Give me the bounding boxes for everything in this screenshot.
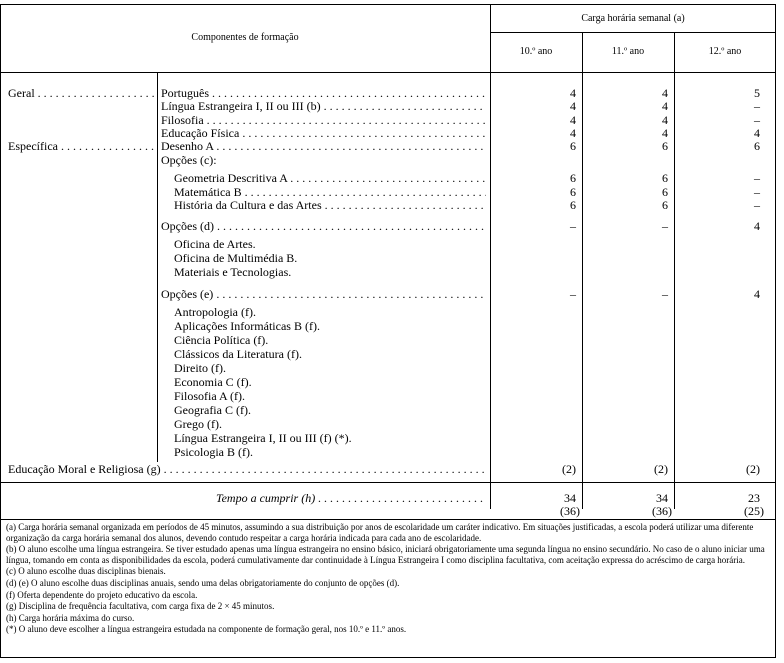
table-bottom (0, 519, 776, 520)
course-label: História da Cultura e das Artes . . . (174, 199, 486, 212)
course-label: Aplicações Informáticas B (f). (174, 320, 320, 333)
course-label: Antropologia (f). (174, 306, 256, 319)
group-divider (157, 72, 158, 462)
footnote: (a) Carga horária semanal organizada em períodos de 45 minutos, assumindo a sua distribuição por anos de escolaridade um caráter indicativo. Em situações justificadas, a escola poderá utilizar uma diferente organização da carga horária semanal dos alunos, devendo contudo respeitar a carga horária indicada para cada ano de escolaridade. (6, 522, 754, 543)
course-label: Opções (d) . . . (161, 220, 486, 233)
value-v10: 4 (570, 86, 576, 100)
year-11-header: 11.º ano (611, 46, 645, 57)
header-divider (490, 4, 491, 509)
footnotes (6, 522, 772, 636)
value-v11: 6 (662, 139, 668, 153)
tempo-11: 34 (656, 491, 668, 505)
course-label: Psicologia B (f). (174, 446, 253, 459)
tempo-11-max: (36) (652, 504, 672, 518)
footnote: (b) O aluno escolhe uma língua estrangeira. Se tiver estudado apenas uma língua estrangeira no ensino básico, iniciará obrigatoriamente uma segunda língua no ensino secundário. No caso de o aluno iniciar uma língua, tomando em conta as disponibilidades da escola, poderá cumulativamente dar continuidade à Língua Estrangeira I como disciplina facultativa, com aceitação expressa do acréscimo de carga horária. (6, 544, 765, 565)
header-bottom (0, 72, 776, 73)
value-v12: 4 (754, 126, 760, 140)
group-emr: Educação Moral e Religiosa (g) . . . (8, 463, 486, 476)
emr-value-10: (2) (562, 462, 576, 476)
value-v11: – (662, 219, 668, 233)
value-v10: – (570, 287, 576, 301)
course-label: Desenho A . . . (161, 140, 486, 153)
value-v11: 6 (662, 185, 668, 199)
course-label: Geometria Descritiva A . . . (174, 172, 486, 185)
course-label: Português . . . (161, 87, 486, 100)
col-divider-11 (582, 32, 583, 509)
value-v11: 4 (662, 126, 668, 140)
course-label: Clássicos da Literatura (f). (174, 348, 302, 361)
course-label: Economia C (f). (174, 376, 252, 389)
tempo-12-max: (25) (744, 504, 764, 518)
value-v12: – (754, 171, 760, 185)
course-label: Matemática B . . . (174, 186, 486, 199)
tempo-10-max: (36) (560, 504, 580, 518)
components-header: Componentes de formação (191, 32, 299, 43)
value-v10: 4 (570, 126, 576, 140)
course-label: Filosofia . . . (161, 114, 486, 127)
course-label: Oficina de Multimédia B. (174, 252, 298, 265)
value-v11: 4 (662, 86, 668, 100)
col-divider-12 (674, 32, 675, 509)
course-label: Língua Estrangeira I, II ou III (f) (*). (174, 432, 352, 445)
course-label: Oficina de Artes. (174, 238, 256, 251)
value-v10: 6 (570, 198, 576, 212)
value-v10: 6 (570, 139, 576, 153)
value-v12: – (754, 99, 760, 113)
value-v12: 6 (754, 139, 760, 153)
footnote: (g) Disciplina de frequência facultativa, com carga fixa de 2 × 45 minutos. (6, 601, 275, 612)
course-label: Direito (f). (174, 362, 226, 375)
year-12-header: 12.º ano (708, 46, 742, 57)
value-v12: – (754, 185, 760, 199)
emr-value-11: (2) (654, 462, 668, 476)
course-label: Língua Estrangeira I, II ou III (b) . . . (161, 100, 486, 113)
course-label: Ciência Política (f). (174, 334, 269, 347)
value-v10: 6 (570, 171, 576, 185)
emr-value-12: (2) (746, 462, 760, 476)
footnote: (*) O aluno deve escolher a língua estrangeira estudada na componente de formação geral, nos 10.º e 11.º anos. (6, 624, 407, 635)
footnote: (d) (e) O aluno escolhe duas disciplinas anuais, sendo uma delas obrigatoriamente do conjunto de opções (d). (6, 577, 400, 588)
year-10-header: 10.º ano (519, 46, 553, 57)
value-v12: 4 (754, 287, 760, 301)
value-v10: 4 (570, 99, 576, 113)
value-v12: 4 (754, 219, 760, 233)
footnote: (h) Carga horária máxima do curso. (6, 612, 135, 623)
value-v10: 4 (570, 113, 576, 127)
course-label: Educação Física . . . (161, 127, 486, 140)
course-label: Opções (e) . . . (161, 288, 486, 301)
value-v11: 4 (662, 113, 668, 127)
footnote: (f) Oferta dependente do projeto educativo da escola. (6, 589, 198, 600)
tempo-top (0, 482, 776, 483)
course-label: Grego (f). (174, 418, 222, 431)
value-v11: – (662, 287, 668, 301)
course-label: Filosofia A (f). (174, 390, 245, 403)
footnote: (c) O aluno escolhe duas disciplinas bienais. (6, 566, 166, 577)
value-v12: – (754, 198, 760, 212)
value-v12: 5 (754, 86, 760, 100)
value-v12: – (754, 113, 760, 127)
course-label: Materiais e Tecnologias. (174, 266, 292, 279)
group-tempo: Tempo a cumprir (h) . . . (216, 492, 486, 505)
tempo-10: 34 (564, 491, 576, 505)
value-v11: 4 (662, 99, 668, 113)
group-geral: Geral . . . (8, 87, 158, 100)
course-label: Opções (c): (161, 154, 217, 167)
carga-underline (490, 32, 776, 33)
value-v11: 6 (662, 198, 668, 212)
group-especifica: Específica . . . (8, 140, 158, 153)
value-v10: 6 (570, 185, 576, 199)
value-v10: – (570, 219, 576, 233)
carga-header: Carga horária semanal (a) (581, 13, 685, 24)
tempo-12: 23 (748, 491, 760, 505)
value-v11: 6 (662, 171, 668, 185)
course-label: Geografia C (f). (174, 404, 251, 417)
